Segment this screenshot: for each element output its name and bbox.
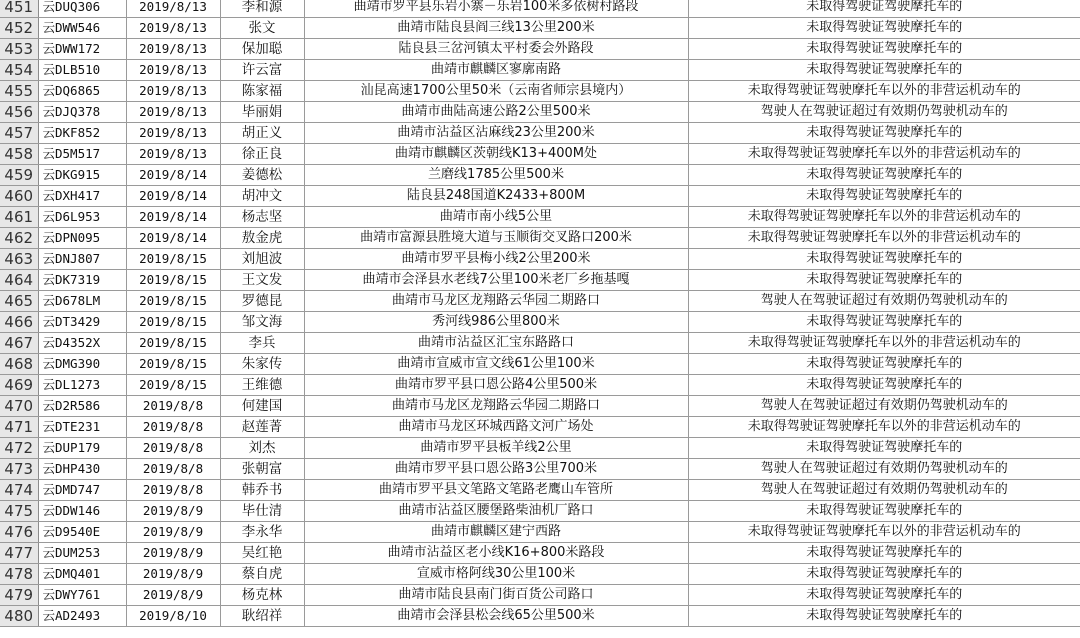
table-row — [0, 228, 1080, 249]
name-cell[interactable]: 毕仕清 — [220, 501, 304, 522]
date-cell[interactable]: 2019/8/13 — [126, 0, 220, 18]
location-cell[interactable]: 曲靖市富源县胜境大道与玉顺街交叉路口200米 — [304, 228, 688, 249]
location-cell[interactable]: 曲靖市罗平县文笔路文笔路老鹰山车管所 — [304, 480, 688, 501]
row-number-header[interactable]: 470 — [0, 396, 38, 417]
violation-cell[interactable]: 未取得驾驶证驾驶摩托车的 — [688, 18, 1080, 39]
location-cell[interactable]: 秀河线986公里800米 — [304, 312, 688, 333]
location-cell[interactable]: 曲靖市会泽县水老线7公里100米老厂乡拖基嘎 — [304, 270, 688, 291]
table-row — [0, 123, 1080, 144]
table-row — [0, 501, 1080, 522]
violation-cell[interactable]: 未取得驾驶证驾驶摩托车的 — [688, 585, 1080, 606]
table-row — [0, 186, 1080, 207]
table-row — [0, 543, 1080, 564]
name-cell[interactable]: 陈家福 — [220, 81, 304, 102]
violation-cell[interactable]: 未取得驾驶证驾驶摩托车的 — [688, 438, 1080, 459]
table-row — [0, 438, 1080, 459]
location-cell[interactable]: 曲靖市沾益区老小线K16+800米路段 — [304, 543, 688, 564]
name-cell[interactable]: 耿绍祥 — [220, 606, 304, 627]
location-cell[interactable]: 曲靖市罗平县板羊线2公里 — [304, 438, 688, 459]
name-cell[interactable]: 蔡自虎 — [220, 564, 304, 585]
name-cell[interactable]: 王文发 — [220, 270, 304, 291]
table-row — [0, 480, 1080, 501]
plate-cell[interactable]: 云DMG390 — [38, 354, 126, 375]
date-cell[interactable]: 2019/8/9 — [126, 501, 220, 522]
violation-cell[interactable]: 未取得驾驶证驾驶摩托车以外的非营运机动车的 — [688, 333, 1080, 354]
location-cell[interactable]: 曲靖市麒麟区茨朝线K13+400M处 — [304, 144, 688, 165]
row-number-header[interactable]: 480 — [0, 606, 38, 627]
violation-cell[interactable]: 未取得驾驶证驾驶摩托车的 — [688, 375, 1080, 396]
name-cell[interactable]: 张文 — [220, 18, 304, 39]
table-row — [0, 18, 1080, 39]
table-row — [0, 333, 1080, 354]
table-row — [0, 585, 1080, 606]
row-number-header[interactable]: 463 — [0, 249, 38, 270]
location-cell[interactable]: 曲靖市马龙区环城西路文河广场处 — [304, 417, 688, 438]
violation-cell[interactable]: 未取得驾驶证驾驶摩托车的 — [688, 606, 1080, 627]
table-row — [0, 459, 1080, 480]
violation-cell[interactable]: 驾驶人在驾驶证超过有效期仍驾驶机动车的 — [688, 102, 1080, 123]
row-number-header[interactable]: 469 — [0, 375, 38, 396]
row-number-header[interactable]: 474 — [0, 480, 38, 501]
table-row — [0, 312, 1080, 333]
row-number-header[interactable]: 477 — [0, 543, 38, 564]
table-row — [0, 564, 1080, 585]
name-cell[interactable]: 吴红艳 — [220, 543, 304, 564]
date-cell[interactable]: 2019/8/9 — [126, 564, 220, 585]
plate-cell[interactable]: 云DHP430 — [38, 459, 126, 480]
violation-cell[interactable]: 驾驶人在驾驶证超过有效期仍驾驶机动车的 — [688, 291, 1080, 312]
plate-cell[interactable]: 云DNJ807 — [38, 249, 126, 270]
table-row — [0, 396, 1080, 417]
date-cell[interactable]: 2019/8/15 — [126, 333, 220, 354]
plate-cell[interactable]: 云DJQ378 — [38, 102, 126, 123]
violation-cell[interactable]: 未取得驾驶证驾驶摩托车的 — [688, 186, 1080, 207]
name-cell[interactable]: 姜德松 — [220, 165, 304, 186]
plate-cell[interactable]: 云DDW146 — [38, 501, 126, 522]
date-cell[interactable]: 2019/8/14 — [126, 228, 220, 249]
plate-cell[interactable]: 云DL1273 — [38, 375, 126, 396]
name-cell[interactable]: 何建国 — [220, 396, 304, 417]
plate-cell[interactable]: 云DK7319 — [38, 270, 126, 291]
plate-cell[interactable]: 云DUP179 — [38, 438, 126, 459]
plate-cell[interactable]: 云DWW172 — [38, 39, 126, 60]
name-cell[interactable]: 毕丽娟 — [220, 102, 304, 123]
plate-cell[interactable]: 云DT3429 — [38, 312, 126, 333]
plate-cell[interactable]: 云DXH417 — [38, 186, 126, 207]
row-number-header[interactable]: 471 — [0, 417, 38, 438]
row-number-header[interactable]: 453 — [0, 39, 38, 60]
name-cell[interactable]: 李兵 — [220, 333, 304, 354]
plate-cell[interactable]: 云DQ6865 — [38, 81, 126, 102]
row-number-header[interactable]: 452 — [0, 18, 38, 39]
table-row — [0, 354, 1080, 375]
name-cell[interactable]: 杨克林 — [220, 585, 304, 606]
row-number-header[interactable]: 454 — [0, 60, 38, 81]
violation-cell[interactable]: 未取得驾驶证驾驶摩托车的 — [688, 564, 1080, 585]
location-cell[interactable]: 曲靖市宣威市宣文线61公里100米 — [304, 354, 688, 375]
row-number-header[interactable]: 451 — [0, 0, 38, 18]
row-number-header[interactable]: 468 — [0, 354, 38, 375]
date-cell[interactable]: 2019/8/13 — [126, 60, 220, 81]
plate-cell[interactable]: 云D5M517 — [38, 144, 126, 165]
violation-cell[interactable]: 未取得驾驶证驾驶摩托车以外的非营运机动车的 — [688, 207, 1080, 228]
plate-cell[interactable]: 云DMD747 — [38, 480, 126, 501]
date-cell[interactable]: 2019/8/15 — [126, 375, 220, 396]
date-cell[interactable]: 2019/8/13 — [126, 102, 220, 123]
table-row — [0, 81, 1080, 102]
row-number-header[interactable]: 458 — [0, 144, 38, 165]
table-row — [0, 249, 1080, 270]
plate-cell[interactable]: 云DKG915 — [38, 165, 126, 186]
plate-cell[interactable]: 云DKF852 — [38, 123, 126, 144]
location-cell[interactable]: 曲靖市麒麟区建宁西路 — [304, 522, 688, 543]
row-number-header[interactable]: 467 — [0, 333, 38, 354]
violation-cell[interactable]: 未取得驾驶证驾驶摩托车的 — [688, 249, 1080, 270]
plate-cell[interactable]: 云DUM253 — [38, 543, 126, 564]
date-cell[interactable]: 2019/8/14 — [126, 186, 220, 207]
name-cell[interactable]: 罗德昆 — [220, 291, 304, 312]
violation-cell[interactable]: 未取得驾驶证驾驶摩托车以外的非营运机动车的 — [688, 144, 1080, 165]
date-cell[interactable]: 2019/8/13 — [126, 81, 220, 102]
location-cell[interactable]: 曲靖市罗平县口恩公路3公里700米 — [304, 459, 688, 480]
table-row — [0, 606, 1080, 627]
table-row — [0, 60, 1080, 81]
date-cell[interactable]: 2019/8/13 — [126, 144, 220, 165]
location-cell[interactable]: 曲靖市会泽县松会线65公里500米 — [304, 606, 688, 627]
violation-cell[interactable]: 驾驶人在驾驶证超过有效期仍驾驶机动车的 — [688, 480, 1080, 501]
plate-cell[interactable]: 云DLB510 — [38, 60, 126, 81]
date-cell[interactable]: 2019/8/14 — [126, 165, 220, 186]
date-cell[interactable]: 2019/8/15 — [126, 354, 220, 375]
plate-cell[interactable]: 云DUQ306 — [38, 0, 126, 18]
name-cell[interactable]: 王维德 — [220, 375, 304, 396]
violation-cell[interactable]: 驾驶人在驾驶证超过有效期仍驾驶机动车的 — [688, 396, 1080, 417]
row-number-header[interactable]: 465 — [0, 291, 38, 312]
date-cell[interactable]: 2019/8/8 — [126, 438, 220, 459]
violation-cell[interactable]: 未取得驾驶证驾驶摩托车的 — [688, 165, 1080, 186]
name-cell[interactable]: 赵莲菁 — [220, 417, 304, 438]
date-cell[interactable]: 2019/8/8 — [126, 459, 220, 480]
violation-cell[interactable]: 未取得驾驶证驾驶摩托车以外的非营运机动车的 — [688, 81, 1080, 102]
violation-cell[interactable]: 未取得驾驶证驾驶摩托车以外的非营运机动车的 — [688, 417, 1080, 438]
name-cell[interactable]: 刘杰 — [220, 438, 304, 459]
violation-cell[interactable]: 未取得驾驶证驾驶摩托车以外的非营运机动车的 — [688, 522, 1080, 543]
row-number-header[interactable]: 466 — [0, 312, 38, 333]
row-number-header[interactable]: 456 — [0, 102, 38, 123]
violation-cell[interactable]: 未取得驾驶证驾驶摩托车的 — [688, 0, 1080, 18]
table-row — [0, 522, 1080, 543]
location-cell[interactable]: 曲靖市陆良县南门街百货公司路口 — [304, 585, 688, 606]
date-cell[interactable]: 2019/8/13 — [126, 18, 220, 39]
table-row — [0, 0, 1080, 18]
table-row — [0, 291, 1080, 312]
location-cell[interactable]: 曲靖市罗平县乐岩小寨－乐岩100米多依树村路段 — [304, 0, 688, 18]
violation-cell[interactable]: 未取得驾驶证驾驶摩托车的 — [688, 123, 1080, 144]
plate-cell[interactable]: 云DMQ401 — [38, 564, 126, 585]
violation-cell[interactable]: 未取得驾驶证驾驶摩托车的 — [688, 60, 1080, 81]
name-cell[interactable]: 胡正义 — [220, 123, 304, 144]
row-number-header[interactable]: 476 — [0, 522, 38, 543]
table-row — [0, 270, 1080, 291]
row-number-header[interactable]: 479 — [0, 585, 38, 606]
violation-cell[interactable]: 未取得驾驶证驾驶摩托车的 — [688, 543, 1080, 564]
date-cell[interactable]: 2019/8/15 — [126, 312, 220, 333]
location-cell[interactable]: 兰磨线1785公里500米 — [304, 165, 688, 186]
date-cell[interactable]: 2019/8/8 — [126, 480, 220, 501]
date-cell[interactable]: 2019/8/13 — [126, 39, 220, 60]
row-number-header[interactable]: 455 — [0, 81, 38, 102]
name-cell[interactable]: 邹文海 — [220, 312, 304, 333]
violation-cell[interactable]: 驾驶人在驾驶证超过有效期仍驾驶机动车的 — [688, 459, 1080, 480]
violation-cell[interactable]: 未取得驾驶证驾驶摩托车的 — [688, 312, 1080, 333]
plate-cell[interactable]: 云AD2493 — [38, 606, 126, 627]
date-cell[interactable]: 2019/8/13 — [126, 123, 220, 144]
plate-cell[interactable]: 云DWY761 — [38, 585, 126, 606]
violation-cell[interactable]: 未取得驾驶证驾驶摩托车的 — [688, 501, 1080, 522]
plate-cell[interactable]: 云D9540E — [38, 522, 126, 543]
plate-cell[interactable]: 云D2R586 — [38, 396, 126, 417]
row-number-header[interactable]: 464 — [0, 270, 38, 291]
name-cell[interactable]: 许云富 — [220, 60, 304, 81]
date-cell[interactable]: 2019/8/15 — [126, 270, 220, 291]
location-cell[interactable]: 曲靖市罗平县梅小线2公里200米 — [304, 249, 688, 270]
name-cell[interactable]: 胡冲文 — [220, 186, 304, 207]
location-cell[interactable]: 曲靖市陆良县阎三线13公里200米 — [304, 18, 688, 39]
row-number-header[interactable]: 475 — [0, 501, 38, 522]
table-row — [0, 144, 1080, 165]
location-cell[interactable]: 曲靖市麒麟区寥廓南路 — [304, 60, 688, 81]
table-row — [0, 102, 1080, 123]
violation-cell[interactable]: 未取得驾驶证驾驶摩托车的 — [688, 39, 1080, 60]
date-cell[interactable]: 2019/8/8 — [126, 417, 220, 438]
location-cell[interactable]: 曲靖市沾益区腰堡路柴油机厂路口 — [304, 501, 688, 522]
date-cell[interactable]: 2019/8/15 — [126, 249, 220, 270]
row-number-header[interactable]: 461 — [0, 207, 38, 228]
date-cell[interactable]: 2019/8/14 — [126, 207, 220, 228]
violation-cell[interactable]: 未取得驾驶证驾驶摩托车的 — [688, 270, 1080, 291]
location-cell[interactable]: 曲靖市沾益区汇宝东路路口 — [304, 333, 688, 354]
name-cell[interactable]: 朱家传 — [220, 354, 304, 375]
row-number-header[interactable]: 457 — [0, 123, 38, 144]
violation-cell[interactable]: 未取得驾驶证驾驶摩托车以外的非营运机动车的 — [688, 228, 1080, 249]
table-row — [0, 165, 1080, 186]
name-cell[interactable]: 敖金虎 — [220, 228, 304, 249]
name-cell[interactable]: 李永华 — [220, 522, 304, 543]
location-cell[interactable]: 曲靖市罗平县口恩公路4公里500米 — [304, 375, 688, 396]
date-cell[interactable]: 2019/8/8 — [126, 396, 220, 417]
name-cell[interactable]: 李和源 — [220, 0, 304, 18]
date-cell[interactable]: 2019/8/10 — [126, 606, 220, 627]
location-cell[interactable]: 曲靖市曲陆高速公路2公里500米 — [304, 102, 688, 123]
name-cell[interactable]: 保加聪 — [220, 39, 304, 60]
row-number-header[interactable]: 473 — [0, 459, 38, 480]
plate-cell[interactable]: 云DTE231 — [38, 417, 126, 438]
table-row — [0, 207, 1080, 228]
plate-cell[interactable]: 云D678LM — [38, 291, 126, 312]
name-cell[interactable]: 韩乔书 — [220, 480, 304, 501]
plate-cell[interactable]: 云D6L953 — [38, 207, 126, 228]
location-cell[interactable]: 曲靖市马龙区龙翔路云华园二期路口 — [304, 396, 688, 417]
location-cell[interactable]: 曲靖市沾益区沾麻线23公里200米 — [304, 123, 688, 144]
plate-cell[interactable]: 云DWW546 — [38, 18, 126, 39]
date-cell[interactable]: 2019/8/15 — [126, 291, 220, 312]
row-number-header[interactable]: 459 — [0, 165, 38, 186]
row-number-header[interactable]: 462 — [0, 228, 38, 249]
location-cell[interactable]: 宣威市格阿线30公里100米 — [304, 564, 688, 585]
location-cell[interactable]: 汕昆高速1700公里50米（云南省师宗县境内） — [304, 81, 688, 102]
location-cell[interactable]: 曲靖市南小线5公里 — [304, 207, 688, 228]
row-number-header[interactable]: 478 — [0, 564, 38, 585]
date-cell[interactable]: 2019/8/9 — [126, 543, 220, 564]
table-row — [0, 39, 1080, 60]
table-row — [0, 417, 1080, 438]
plate-cell[interactable]: 云D4352X — [38, 333, 126, 354]
row-number-header[interactable]: 460 — [0, 186, 38, 207]
name-cell[interactable]: 刘旭波 — [220, 249, 304, 270]
name-cell[interactable]: 徐正良 — [220, 144, 304, 165]
location-cell[interactable]: 曲靖市马龙区龙翔路云华园二期路口 — [304, 291, 688, 312]
plate-cell[interactable]: 云DPN095 — [38, 228, 126, 249]
name-cell[interactable]: 杨志坚 — [220, 207, 304, 228]
violation-cell[interactable]: 未取得驾驶证驾驶摩托车的 — [688, 354, 1080, 375]
date-cell[interactable]: 2019/8/9 — [126, 585, 220, 606]
row-number-header[interactable]: 472 — [0, 438, 38, 459]
location-cell[interactable]: 陆良县三岔河镇太平村委会外路段 — [304, 39, 688, 60]
name-cell[interactable]: 张朝富 — [220, 459, 304, 480]
table-row — [0, 375, 1080, 396]
date-cell[interactable]: 2019/8/9 — [126, 522, 220, 543]
location-cell[interactable]: 陆良县248国道K2433+800M — [304, 186, 688, 207]
